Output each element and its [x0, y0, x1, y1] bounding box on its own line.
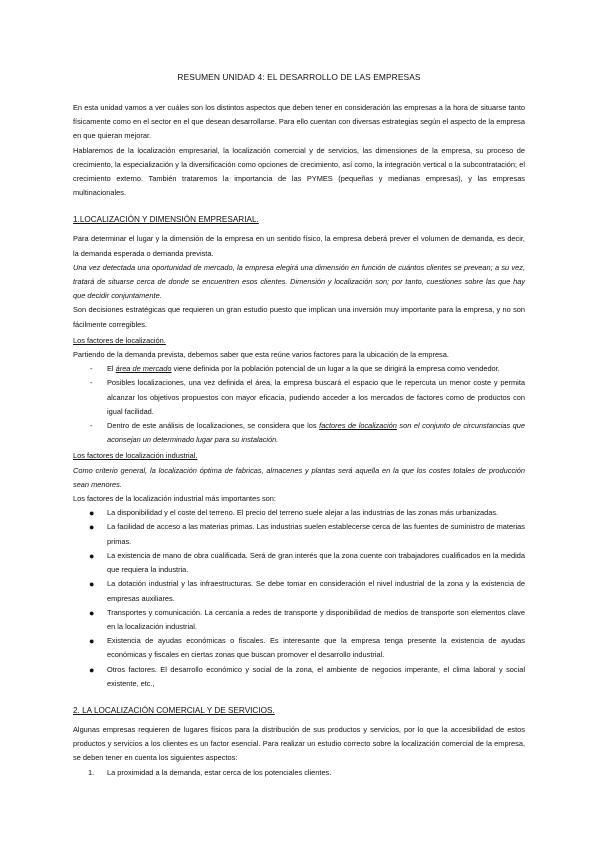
dash-marker: - [90, 378, 93, 388]
section-1-paragraph-3: Son decisiones estratégicas que requieren un gran estudio puesto que implican una inversión muy importante para la empresa, y no son fácilmente corregibles. [73, 305, 525, 329]
bullet-marker: ● [89, 664, 95, 675]
section-1-heading: 1.LOCALIZACIÓN Y DIMENSIÓN EMPRESARIAL. [73, 215, 259, 225]
list-item: ● La dotación industrial y las infraestructuras. Se debe tomar en consideración el nivel industrial de la zona y la existencia de empresas auxiliares. [89, 579, 525, 603]
section-2-paragraph-1: Algunas empresas requieren de lugares físicos para la distribución de sus productos y servicios, por lo que la accesibilidad de estos productos y servicios a los clientes es un factor esencial. Para realizar un estudio correcto sobre la localización comercial de la empresa, se deben tener en cuenta los siguientes aspectos: [73, 724, 525, 763]
term-factores-localizacion: factores de localización [319, 421, 397, 431]
bullet-list [73, 506, 525, 691]
list-item: - Dentro de este análisis de localizaciones, se considera que los factores de localización son el conjunto de circunstancias que aconsejan un determinado lugar para su instalación. [90, 421, 526, 445]
list-item: - Posibles localizaciones, una vez definida el área, la empresa buscará el espacio que le repercuta un menor coste y permita alcanzar los objetivos propuestos con mayor eficacia, pudiendo acceder a los mercados de factores como de productos con igual facilidad. [90, 378, 525, 416]
bullet-marker: ● [89, 579, 95, 590]
industrial-criterion: Como criterio general, la localización óptima de fabricas, almacenes y plantas será aquella en la que los costes totales de producción sean menores. [73, 465, 525, 489]
document-title: RESUMEN UNIDAD 4: EL DESARROLLO DE LAS EMPRESAS [177, 72, 421, 82]
bullet-marker: ● [89, 636, 95, 647]
dash-list [73, 362, 525, 447]
bullet-marker: ● [89, 508, 95, 519]
list-item: ● Transportes y comunicación. La cercanía a redes de transporte y disponibilidad de medios de transporte son elementos clave en la localización industrial. [89, 607, 525, 631]
subheading-localizacion-industrial: Los factores de localización industrial. [73, 451, 198, 461]
term-area-mercado: área de mercado [115, 364, 172, 374]
industrial-intro: Los factores de la localización industrial más importantes son: [73, 494, 276, 504]
list-item: ● La disponibilidad y el coste del terreno. El precio del terreno suele alejar a las industrias de las zonas más urbanizadas. [73, 506, 525, 520]
intro-paragraph-1: En esta unidad vamos a ver cuáles son los distintos aspectos que deben tener en consideración las empresas a la hora de situarse tanto físicamente como en el sector en el que desean desarrollarse. Para ello cuentan con diversas estrategias según el aspecto de la empresa en que quieran mejorar. [73, 103, 525, 141]
list-item: ● Existencia de ayudas económicas o fiscales. Es interesante que la empresa tenga presente la existencia de ayudas económicas y fiscales en ciertas zonas que buscan promover el desarrollo industrial. [89, 636, 525, 660]
list-item: 1. La proximidad a la demanda, estar cerca de los potenciales clientes. [73, 766, 525, 780]
subheading-factores-localizacion: Los factores de localización. [73, 335, 166, 345]
section-2-heading: 2. LA LOCALIZACIÓN COMERCIAL Y DE SERVICIOS. [73, 705, 275, 715]
factores-intro: Partiendo de la demanda prevista, debemos saber que esta reúne varios factores para la ubicación de la empresa. [73, 350, 449, 360]
section-1-paragraph-2: Una vez detectada una oportunidad de mercado, la empresa elegirá una dimensión en función de cuántos clientes se prevean; a su vez, tratará de situarse cerca de donde se encuentren esos clientes. Dimensión y localización son; por tanto, cuestiones sobre las que hay que decidir conjuntamente. [73, 262, 525, 301]
bullet-marker: ● [89, 607, 95, 618]
list-item: ● La facilidad de acceso a las materias primas. Las industrias suelen establecerse cerca de las fuentes de suministro de materias primas. [89, 522, 525, 546]
dash-marker: - [90, 364, 93, 374]
intro-paragraph-2: Hablaremos de la localización empresarial, la localización comercial y de servicios, las dimensiones de la empresa, su proceso de crecimiento, la especialización y la diversificación como opciones de crecimiento, así como, la integración vertical o la subcontratación; el crecimiento externo. También trataremos la importancia de las PYMES (pequeñas y medianas empresas), y las empresas multinacionales. [73, 145, 525, 198]
list-item: ● Otros factores. El desarrollo económico y social de la zona, el ambiente de negocios imperante, el clima laboral y social existente, etc., [89, 664, 525, 688]
list-item: ● La existencia de mano de obra cualificada. Será de gran interés que la zona cuente con trabajadores cualificados en la medida que requiera la industria. [89, 550, 525, 575]
list-item: - El área de mercado viene definida por la población potencial de un lugar a la que se dirigirá la empresa como vendedor. [73, 362, 525, 376]
list-number: 1. [88, 767, 95, 777]
section-1-paragraph-1: Para determinar el lugar y la dimensión de la empresa en un sentido físico, la empresa deberá prever el volumen de demanda, es decir, la demanda esperada o demanda prevista. [73, 234, 525, 258]
document-page [73, 72, 525, 780]
bullet-marker: ● [89, 550, 95, 561]
bullet-marker: ● [89, 522, 95, 533]
numbered-list [73, 766, 525, 780]
dash-marker: - [90, 421, 93, 431]
